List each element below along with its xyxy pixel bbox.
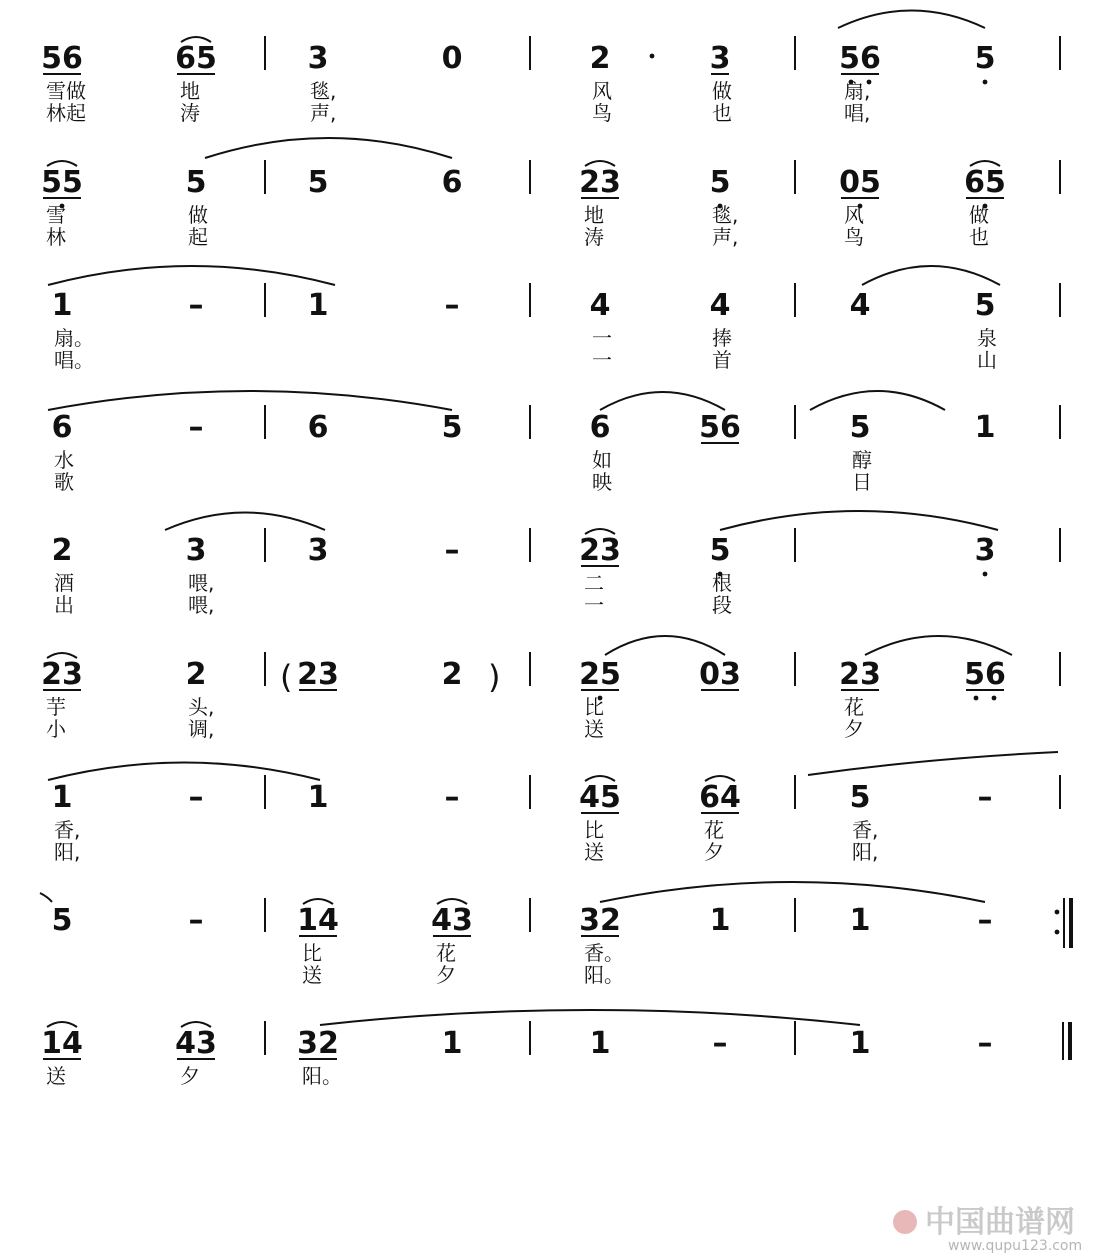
note: 05 — [839, 165, 881, 200]
note: – — [712, 1026, 728, 1061]
lyric: 夕 — [704, 840, 724, 864]
slur — [600, 882, 985, 902]
lyric: 泉 — [977, 326, 997, 350]
lyric: 映 — [592, 470, 612, 494]
slur — [720, 511, 998, 530]
note: 6 — [51, 410, 73, 445]
slur — [320, 1010, 860, 1025]
note: 1 — [974, 410, 996, 445]
note: 43 — [175, 1026, 217, 1061]
note: – — [188, 780, 204, 815]
lyric: 鸟 — [844, 225, 864, 249]
note: 43 — [431, 903, 473, 938]
note: 2 — [51, 533, 73, 568]
note: 25 — [579, 657, 621, 692]
slur — [600, 392, 725, 410]
lyric: 夕 — [180, 1064, 200, 1088]
note: – — [444, 288, 460, 323]
note: 14 — [41, 1026, 83, 1061]
slur — [205, 138, 452, 158]
lyric: 地 — [584, 203, 604, 227]
note: 4 — [589, 288, 611, 323]
lyric: 调, — [188, 717, 215, 741]
note: 6 — [307, 410, 329, 445]
low-octave-dot — [983, 80, 988, 85]
note: 23 — [297, 657, 339, 692]
lyric: 阳。 — [302, 1064, 342, 1088]
note: 0 — [441, 41, 463, 76]
note: 6 — [441, 165, 463, 200]
note: 64 — [699, 780, 741, 815]
slur — [605, 636, 725, 655]
augmentation-dot — [650, 54, 655, 59]
lyric: 做 — [969, 203, 989, 227]
note: 45 — [579, 780, 621, 815]
lyric: 一 — [584, 593, 604, 617]
lyric: 也 — [969, 225, 989, 249]
note: 3 — [974, 533, 996, 568]
lyric: 毯, — [310, 79, 337, 103]
note: 4 — [709, 288, 731, 323]
lyric: 芋 — [46, 695, 66, 719]
paren-close: ) — [488, 658, 501, 696]
watermark-logo-icon — [893, 1210, 917, 1234]
note: 5 — [185, 165, 207, 200]
lyric: 涛 — [180, 101, 200, 125]
lyric: 涛 — [584, 225, 604, 249]
lyric: 比 — [584, 695, 604, 719]
note: 2 — [589, 41, 611, 76]
note: 56 — [839, 41, 881, 76]
note: 32 — [579, 903, 621, 938]
lyric: 比 — [584, 818, 604, 842]
lyric: 醇 — [852, 448, 872, 472]
lyric: 如 — [592, 448, 612, 472]
note: 1 — [51, 288, 73, 323]
slur — [810, 391, 945, 410]
lyric: 水 — [54, 448, 74, 472]
note: 55 — [41, 165, 83, 200]
lyric: 喂, — [188, 571, 215, 595]
note: 5 — [307, 165, 329, 200]
lyric: 根 — [712, 571, 732, 595]
lyric: 比 — [302, 941, 322, 965]
low-octave-dot — [983, 572, 988, 577]
note: 32 — [297, 1026, 339, 1061]
lyric: 送 — [46, 1064, 66, 1088]
note: 5 — [974, 288, 996, 323]
lyric: 唱。 — [54, 348, 94, 372]
note: 65 — [175, 41, 217, 76]
note: 1 — [307, 288, 329, 323]
lyric: 花 — [844, 695, 864, 719]
lyric: 起 — [188, 225, 208, 249]
lyric: 首 — [712, 348, 732, 372]
lyric: 扇, — [844, 79, 871, 103]
lyric: 段 — [712, 593, 732, 617]
lyric: 酒 — [54, 571, 74, 595]
lyric: 送 — [584, 840, 604, 864]
lyric: 风 — [592, 79, 612, 103]
lyric: 日 — [852, 470, 872, 494]
lyric: 雪 — [46, 203, 66, 227]
lyric: 阳, — [54, 840, 81, 864]
note: 1 — [709, 903, 731, 938]
note: 3 — [709, 41, 731, 76]
lyric: 一 — [592, 348, 612, 372]
lyric: 声, — [712, 225, 739, 249]
lyric: 歌 — [54, 470, 74, 494]
note: – — [977, 903, 993, 938]
paren-open: ( — [280, 658, 293, 696]
lyric: 夕 — [844, 717, 864, 741]
note: 3 — [185, 533, 207, 568]
note: 5 — [709, 165, 731, 200]
note: 56 — [699, 410, 741, 445]
note: 3 — [307, 533, 329, 568]
watermark-site-name: 中国曲谱网 — [925, 1205, 1075, 1240]
lyric: 唱, — [844, 101, 871, 125]
repeat-dot — [1055, 910, 1060, 915]
slur — [165, 513, 325, 531]
slur — [865, 636, 1012, 655]
slur — [838, 11, 985, 29]
lyric: 夕 — [436, 963, 456, 987]
lyric: 送 — [302, 963, 322, 987]
note: 03 — [699, 657, 741, 692]
note: – — [188, 410, 204, 445]
lyric: 香。 — [584, 941, 624, 965]
note: 1 — [849, 1026, 871, 1061]
lyric: 毯, — [712, 203, 739, 227]
note: 23 — [579, 165, 621, 200]
lyric: 做 — [188, 203, 208, 227]
note: 56 — [41, 41, 83, 76]
lyric: 花 — [704, 818, 724, 842]
note: 6 — [589, 410, 611, 445]
lyric: 鸟 — [592, 101, 612, 125]
note: 1 — [307, 780, 329, 815]
note: 65 — [964, 165, 1006, 200]
lyric: 林 — [46, 225, 66, 249]
lyric: 做 — [712, 79, 732, 103]
lyric: 雪做 — [46, 79, 86, 103]
lyric: 喂, — [188, 593, 215, 617]
note: – — [977, 1026, 993, 1061]
lyric: 香, — [54, 818, 81, 842]
lyric: 地 — [180, 79, 200, 103]
slur — [808, 752, 1058, 775]
low-octave-dot — [992, 696, 997, 701]
lyric: 出 — [54, 593, 74, 617]
lyric: 山 — [977, 348, 997, 372]
note: 14 — [297, 903, 339, 938]
note: 5 — [974, 41, 996, 76]
lyric: 一 — [592, 326, 612, 350]
slur — [862, 266, 1000, 285]
low-octave-dot — [974, 696, 979, 701]
note: 1 — [849, 903, 871, 938]
note: 23 — [839, 657, 881, 692]
note: 5 — [849, 780, 871, 815]
note: 23 — [41, 657, 83, 692]
note: – — [188, 288, 204, 323]
note: 23 — [579, 533, 621, 568]
lyric: 送 — [584, 717, 604, 741]
lyric: 二 — [584, 571, 604, 595]
note: 5 — [51, 903, 73, 938]
watermark-url: www.qupu123.com — [948, 1238, 1083, 1254]
note: 5 — [849, 410, 871, 445]
lyric: 头, — [188, 695, 215, 719]
lyric: 阳, — [852, 840, 879, 864]
note: 2 — [441, 657, 463, 692]
note: 5 — [709, 533, 731, 568]
note: – — [444, 780, 460, 815]
note: 4 — [849, 288, 871, 323]
note: 2 — [185, 657, 207, 692]
slur — [40, 893, 52, 902]
note: 1 — [441, 1026, 463, 1061]
note: – — [977, 780, 993, 815]
slur — [48, 391, 452, 410]
slur — [48, 266, 335, 285]
lyric: 林起 — [46, 101, 86, 125]
lyric: 花 — [436, 941, 456, 965]
lyric: 阳。 — [584, 963, 624, 987]
note: 3 — [307, 41, 329, 76]
lyric: 也 — [712, 101, 732, 125]
lyric: 小 — [46, 717, 66, 741]
note: 1 — [51, 780, 73, 815]
lyric: 捧 — [712, 326, 732, 350]
note: – — [444, 533, 460, 568]
lyric: 香, — [852, 818, 879, 842]
lyric: 扇。 — [54, 326, 94, 350]
note: 1 — [589, 1026, 611, 1061]
note: 56 — [964, 657, 1006, 692]
note: 5 — [441, 410, 463, 445]
slur — [48, 763, 320, 781]
note: – — [188, 903, 204, 938]
lyric: 声, — [310, 101, 337, 125]
lyric: 风 — [844, 203, 864, 227]
repeat-dot — [1055, 930, 1060, 935]
